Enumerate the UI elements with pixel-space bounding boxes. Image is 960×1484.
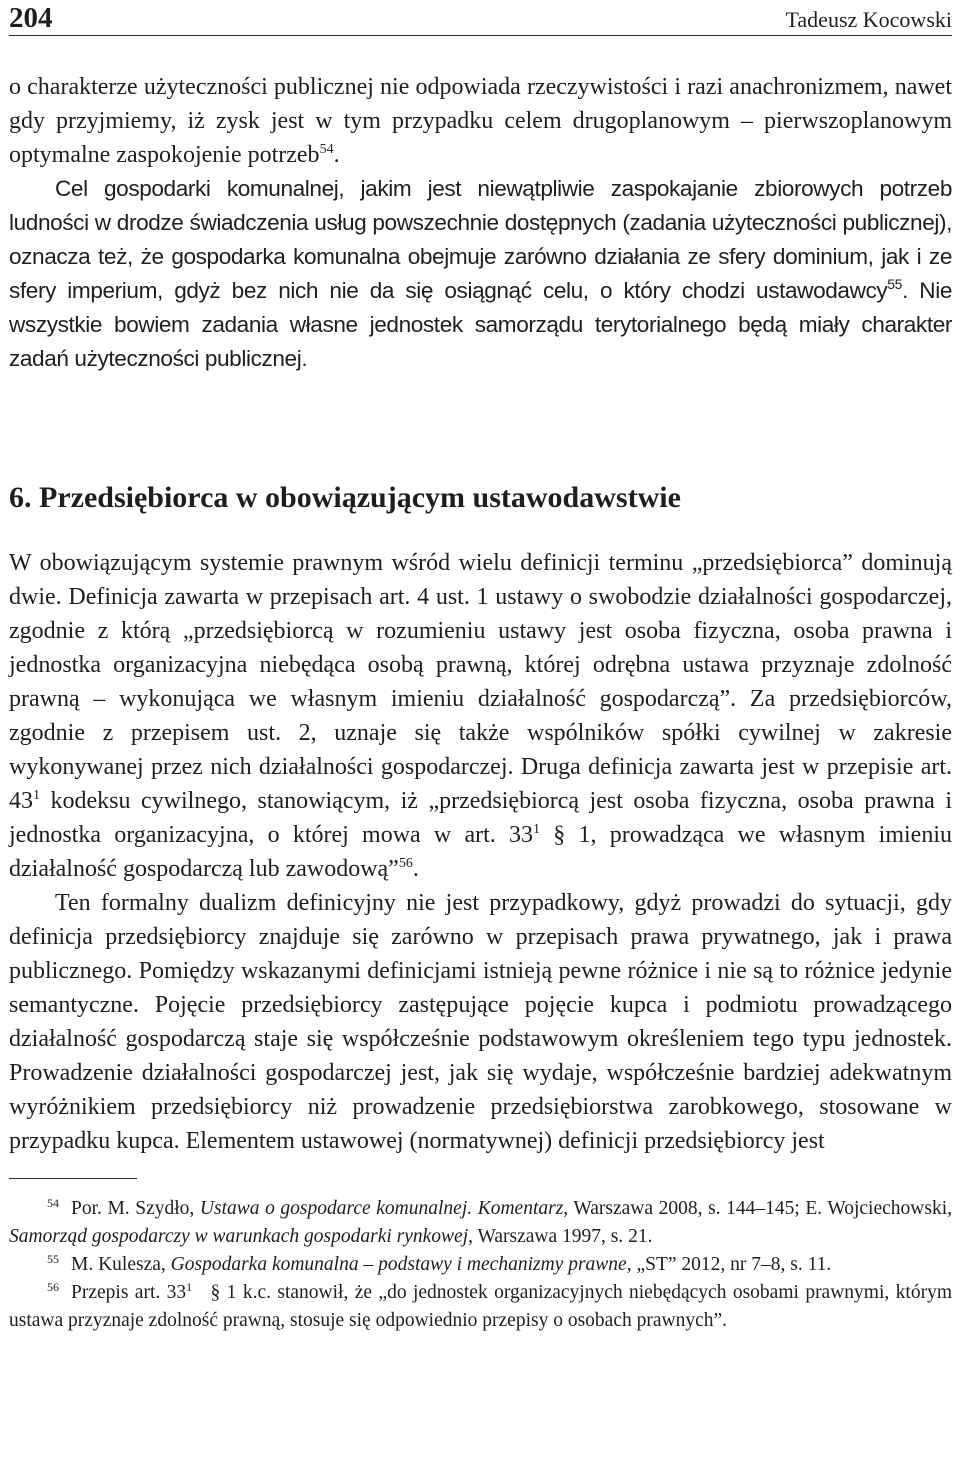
footnote-number: 56 (47, 1280, 59, 1294)
punctuation: . (412, 856, 419, 882)
cited-title: Samorząd gospodarczy w warunkach gospodarki rynkowej (9, 1226, 469, 1247)
cited-title: Ustawa o gospodarce komunalnej. Komentarz (199, 1198, 564, 1219)
main-text (9, 70, 952, 1158)
footnote-number: 55 (47, 1252, 59, 1266)
footnote-separator (9, 1178, 137, 1179)
superscript-one: 1 (533, 822, 541, 837)
footnote-54 (9, 1195, 952, 1251)
paragraph-text-continued: § 1, prowadząca we własnym imieniu działalność gospodarczą lub zawodową” (9, 822, 952, 882)
superscript-one: 1 (33, 788, 40, 803)
section-heading: 6. Przedsiębiorca w obowiązującym ustawodawstwie (9, 481, 681, 514)
paragraph-text: W obowiązującym systemie prawnym wśród wielu definicji terminu „przedsiębiorca” dominują dwie. Definicja zawarta w przepisach art. 4 ust. 1 ustawy o swobodzie działalności gospodarczej, zgodnie z którą „przedsiębiorcą w rozumieniu ustawy jest osoba fizyczna, osoba prawna i jednostka organizacyjna niebędąca osobą prawną, której odrębna ustawa przyznaje zdolność prawną – wykonująca we własnym imieniu działalność gospodarczą”. Za przedsiębiorców, zgodnie z przepisem ust. 2, uznaje się także wspólników spółki cywilnej w zakresie wykonywanej przez nich działalności gospodarczej. Druga definicja zawarta jest w przepisie art. 43 (9, 550, 952, 814)
footnote-text: Por. M. Szydło, (71, 1198, 200, 1219)
footnote-text: M. Kulesza, (71, 1254, 171, 1275)
punctuation: . (333, 142, 340, 168)
footnote-ref-56[interactable]: 56 (398, 856, 413, 871)
footnote-text: , „ST” 2012, nr 7–8, s. 11. (626, 1254, 832, 1275)
cited-title: Gospodarka komunalna – podstawy i mechanizmy prawne (170, 1254, 627, 1275)
footnote-text: § 1 k.c. stanowił, że „do jednostek organizacyjnych niebędących osobami prawnymi, którym ustawa przyznaje zdolność prawną, stosuje się odpowiednio przepisy o osobach prawnych”. (9, 1282, 952, 1331)
footnote-text: , Warszawa 2008, s. 144–145; E. Wojciechowski, (563, 1198, 952, 1219)
paragraph-2 (9, 172, 952, 376)
paragraph-text-continued: kodeksu cywilnego, stanowiącym, iż „przedsiębiorcą jest osoba fizyczna, osoba prawna i jednostka organizacyjna, o której mowa w art. 33 (9, 788, 952, 848)
paragraph-1 (9, 70, 952, 172)
paragraph-text: Ten formalny dualizm definicyjny nie jest przypadkowy, gdyż prowadzi do sytuacji, gdy definicja przedsiębiorcy znajduje się zarówno w przepisach prawa prywatnego, jak i prawa publicznego. Pomiędzy wskazanymi definicjami istnieją pewne różnice i nie są to różnice jedynie semantyczne. Pojęcie przedsiębiorcy zastępujące pojęcie kupca i podmiotu prowadzącego działalność gospodarczą staje się współcześnie podstawowym określeniem tego typu jednostek. Prowadzenie działalności gospodarczej jest, jak się wydaje, współcześnie bardziej adekwatnym wyróżnikiem przedsiębiorcy niż prowadzenie przedsiębiorstwa zarobkowego, stosowane w przypadku kupca. Elementem ustawowej (normatywnej) definicji przedsiębiorcy jest (9, 890, 952, 1154)
footnote-ref-55[interactable]: 55 (887, 276, 903, 292)
superscript-one: 1 (186, 1280, 193, 1294)
footnote-55 (9, 1251, 952, 1279)
paragraph-text: Cel gospodarki komunalnej, jakim jest niewątpliwie zaspokajanie zbiorowych potrzeb ludności w drodze świadczenia usług powszechnie dostępnych (zadania użyteczności publicznej), oznacza też, że gospodarka komunalna obejmuje zarówno działania ze sfery dominium, jak i ze sfery imperium, gdyż bez nich nie da się osiągnąć celu, o który chodzi ustawodawcy (9, 176, 952, 303)
footnote-ref-54[interactable]: 54 (319, 142, 334, 157)
paragraph-text-continued: . Nie wszystkie bowiem zadania własne jednostek samorządu terytorialnego będą miały charakter zadań użyteczności publicznej. (9, 278, 952, 371)
running-head-author: Tadeusz Kocowski (785, 7, 952, 32)
paragraph-3 (9, 546, 952, 886)
footnote-text: Przepis art. 33 (71, 1282, 187, 1303)
footnotes (9, 1195, 952, 1335)
footnote-text: , Warszawa 1997, s. 21. (468, 1226, 653, 1247)
running-header (9, 0, 952, 36)
footnote-56 (9, 1279, 952, 1335)
page-number: 204 (9, 2, 53, 34)
paragraph-4 (9, 886, 952, 1158)
footnote-number: 54 (47, 1196, 59, 1210)
paragraph-text: o charakterze użyteczności publicznej nie odpowiada rzeczywistości i razi anachronizmem, nawet gdy przyjmiemy, iż zysk jest w tym przypadku celem drugoplanowym – pierwszoplanowym optymalne zaspokojenie potrzeb (9, 74, 952, 168)
